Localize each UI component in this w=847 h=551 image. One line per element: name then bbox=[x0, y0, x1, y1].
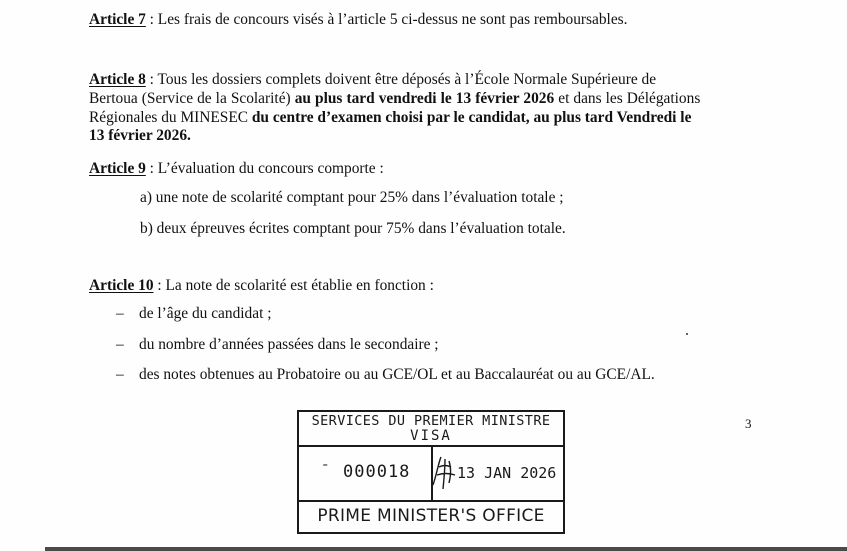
signature-icon bbox=[429, 453, 459, 493]
stamp-visa-label: VISA bbox=[410, 428, 452, 444]
bullet-marker: – bbox=[116, 336, 124, 353]
article-8-line-1 bbox=[89, 71, 756, 89]
article-9-text: : L’évaluation du concours comporte : bbox=[145, 160, 384, 177]
article-7-text: : Les frais de concours visés à l’article 5 ci-dessus ne sont pas remboursables. bbox=[145, 11, 628, 28]
visa-stamp bbox=[297, 410, 565, 534]
stamp-tick-mark: ˉ bbox=[321, 463, 330, 479]
article-8-text-3a: Régionales du MINESEC bbox=[89, 109, 252, 126]
article-8-text-3b: du centre d’examen choisi par le candidat, au plus tard Vendredi le bbox=[251, 109, 692, 126]
article-8-label: Article 8 bbox=[89, 71, 146, 88]
article-8-deadline-1: au plus tard vendredi le 13 février 2026 bbox=[294, 90, 555, 107]
stamp-date: 13 JAN 2026 bbox=[457, 464, 557, 482]
bullet-marker: – bbox=[116, 305, 124, 322]
article-7-paragraph bbox=[89, 11, 628, 29]
stamp-title: SERVICES DU PREMIER MINISTRE bbox=[311, 413, 551, 429]
article-8-line-2 bbox=[89, 90, 700, 108]
article-8-text-2c: et dans les Délégations bbox=[554, 90, 701, 107]
scan-bottom-edge bbox=[45, 547, 847, 551]
stamp-header bbox=[299, 412, 563, 447]
bullet-marker: – bbox=[116, 366, 124, 383]
page-number: 3 bbox=[745, 416, 752, 431]
article-10-bullet-2: du nombre d’années passées dans le secondaire ; bbox=[139, 336, 439, 353]
scan-speck bbox=[686, 333, 688, 335]
article-7-label: Article 7 bbox=[89, 11, 146, 28]
article-9-label: Article 9 bbox=[89, 160, 146, 177]
stamp-body bbox=[299, 447, 563, 502]
stamp-footer: PRIME MINISTER'S OFFICE bbox=[317, 506, 545, 526]
article-8-text-1: : Tous les dossiers complets doivent être déposés à l’École Normale Supérieure de bbox=[145, 71, 657, 88]
article-8-text-2a: Bertoua (Service de la Scolarité) bbox=[89, 90, 295, 107]
article-10-paragraph bbox=[89, 277, 434, 295]
stamp-number: 000018 bbox=[343, 462, 411, 482]
article-9-item-a: a) une note de scolarité comptant pour 25% dans l’évaluation totale ; bbox=[140, 189, 564, 206]
article-8-line-3 bbox=[89, 109, 691, 127]
article-8-deadline-2: 13 février 2026. bbox=[89, 127, 191, 144]
article-8-line-4 bbox=[89, 127, 191, 145]
article-9-item-b: b) deux épreuves écrites comptant pour 75% dans l’évaluation totale. bbox=[140, 220, 566, 237]
article-9-paragraph bbox=[89, 160, 384, 178]
article-10-bullet-1: de l’âge du candidat ; bbox=[139, 305, 272, 322]
article-10-text: : La note de scolarité est établie en fonction : bbox=[153, 277, 434, 294]
article-10-bullet-3: des notes obtenues au Probatoire ou au GCE/OL et au Baccalauréat ou au GCE/AL. bbox=[139, 366, 655, 383]
article-10-label: Article 10 bbox=[89, 277, 154, 294]
